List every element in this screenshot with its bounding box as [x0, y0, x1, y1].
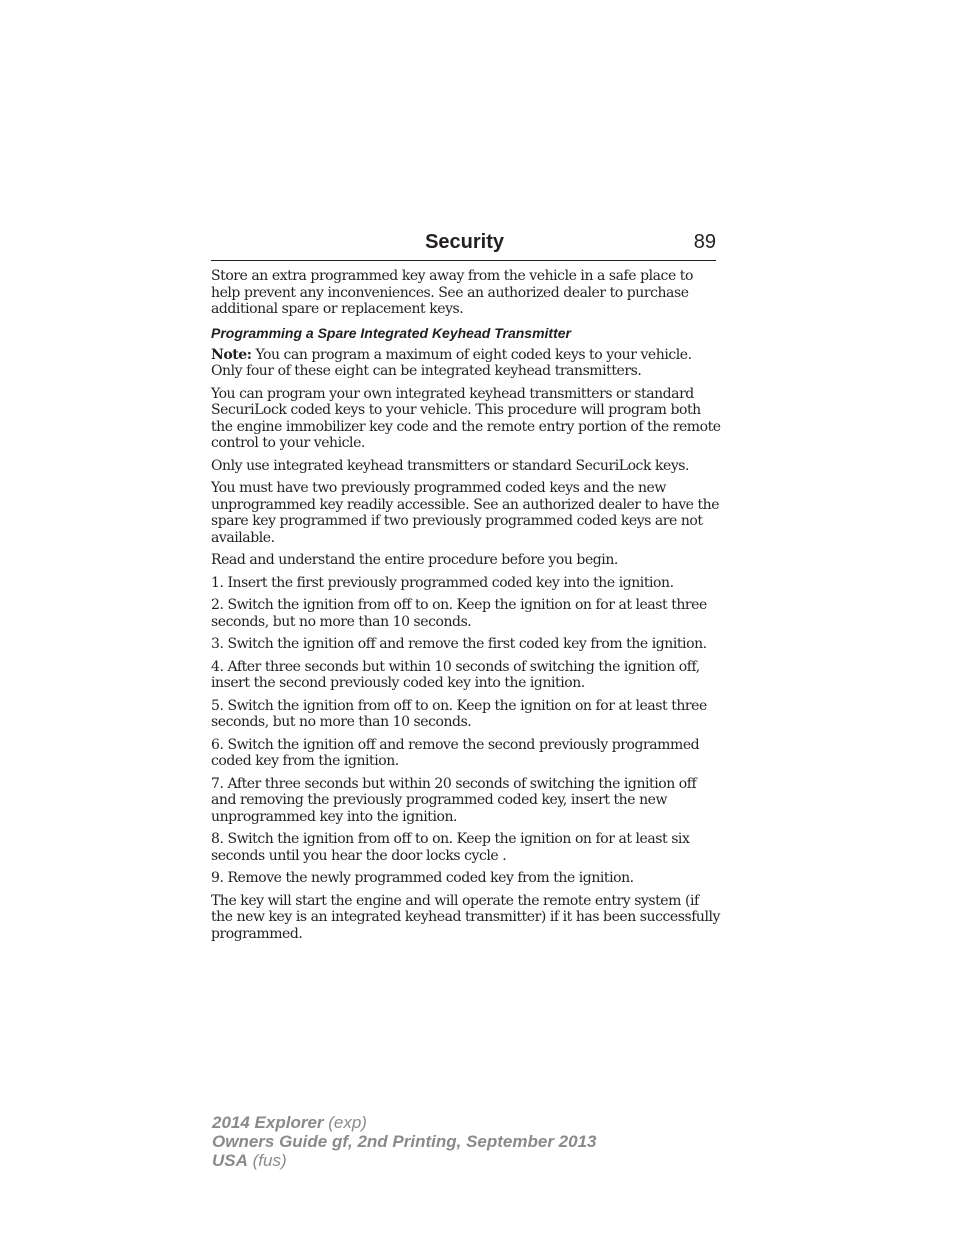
step-item: 7. After three seconds but within 20 seconds of switching the ignition off and removing the previously programmed coded key, insert the new unprogrammed key into the ignition. [211, 775, 697, 825]
step-item: 5. Switch the ignition from off to on. Keep the ignition on for at least three seconds, but no more than 10 seconds. [211, 697, 707, 730]
footer-model: 2014 Explorer [212, 1113, 324, 1132]
paragraph: You must have two previously programmed coded keys and the new unprogrammed key readily accessible. See an authorized dealer to have the spare key programmed if two previously programmed coded keys are not available. [211, 480, 720, 546]
page-number: 89 [693, 231, 716, 253]
footer-line-edition [212, 1132, 596, 1151]
footer-market: USA [212, 1151, 248, 1170]
paragraph: You can program your own integrated keyhead transmitters or standard SecuriLock coded keys to your vehicle. This procedure will program both the engine immobilizer key code and the remote entry portion of the remote control to your vehicle. [211, 385, 721, 451]
step-item: 4. After three seconds but within 10 seconds of switching the ignition off, insert the second previously coded key into the ignition. [211, 658, 700, 691]
section-title: Security [425, 231, 504, 253]
main-content [211, 268, 721, 948]
step-item: 8. Switch the ignition from off to on. Keep the ignition on for at least six seconds until you hear the door locks cycle . [211, 831, 690, 864]
section-subheading: Programming a Spare Integrated Keyhead Transmitter [211, 324, 571, 341]
step-item: 6. Switch the ignition off and remove the second previously programmed coded key from the ignition. [211, 736, 700, 769]
paragraph: Read and understand the entire procedure before you begin. [211, 552, 618, 568]
note-label: Note: [211, 346, 252, 363]
step-item: 3. Switch the ignition off and remove the first coded key from the ignition. [211, 636, 707, 652]
page-header [211, 228, 716, 261]
note-text: You can program a maximum of eight coded keys to your vehicle. Only four of these eight can be integrated keyhead transmitters. [211, 346, 692, 379]
paragraph: Only use integrated keyhead transmitters or standard SecuriLock keys. [211, 457, 690, 474]
page-footer [212, 1113, 596, 1170]
intro-paragraph: Store an extra programmed key away from the vehicle in a safe place to help prevent any inconveniences. See an authorized dealer to purchase additional spare or replacement keys. [211, 268, 693, 317]
note-paragraph [211, 347, 721, 380]
footer-line-market [212, 1151, 596, 1170]
step-item: 2. Switch the ignition from off to on. Keep the ignition on for at least three seconds, but no more than 10 seconds. [211, 597, 707, 630]
footer-market-code: (fus) [247, 1151, 287, 1170]
step-item: 9. Remove the newly programmed coded key from the ignition. [211, 870, 634, 886]
footer-model-code: (exp) [323, 1113, 367, 1132]
footer-edition: Owners Guide gf, 2nd Printing, September 2013 [212, 1132, 597, 1151]
closing-paragraph: The key will start the engine and will operate the remote entry system (if the new key is an integrated keyhead transmitter) if it has been successfully programmed. [211, 892, 721, 942]
footer-line-model [212, 1113, 596, 1132]
step-item: 1. Insert the first previously programmed coded key into the ignition. [211, 574, 674, 591]
